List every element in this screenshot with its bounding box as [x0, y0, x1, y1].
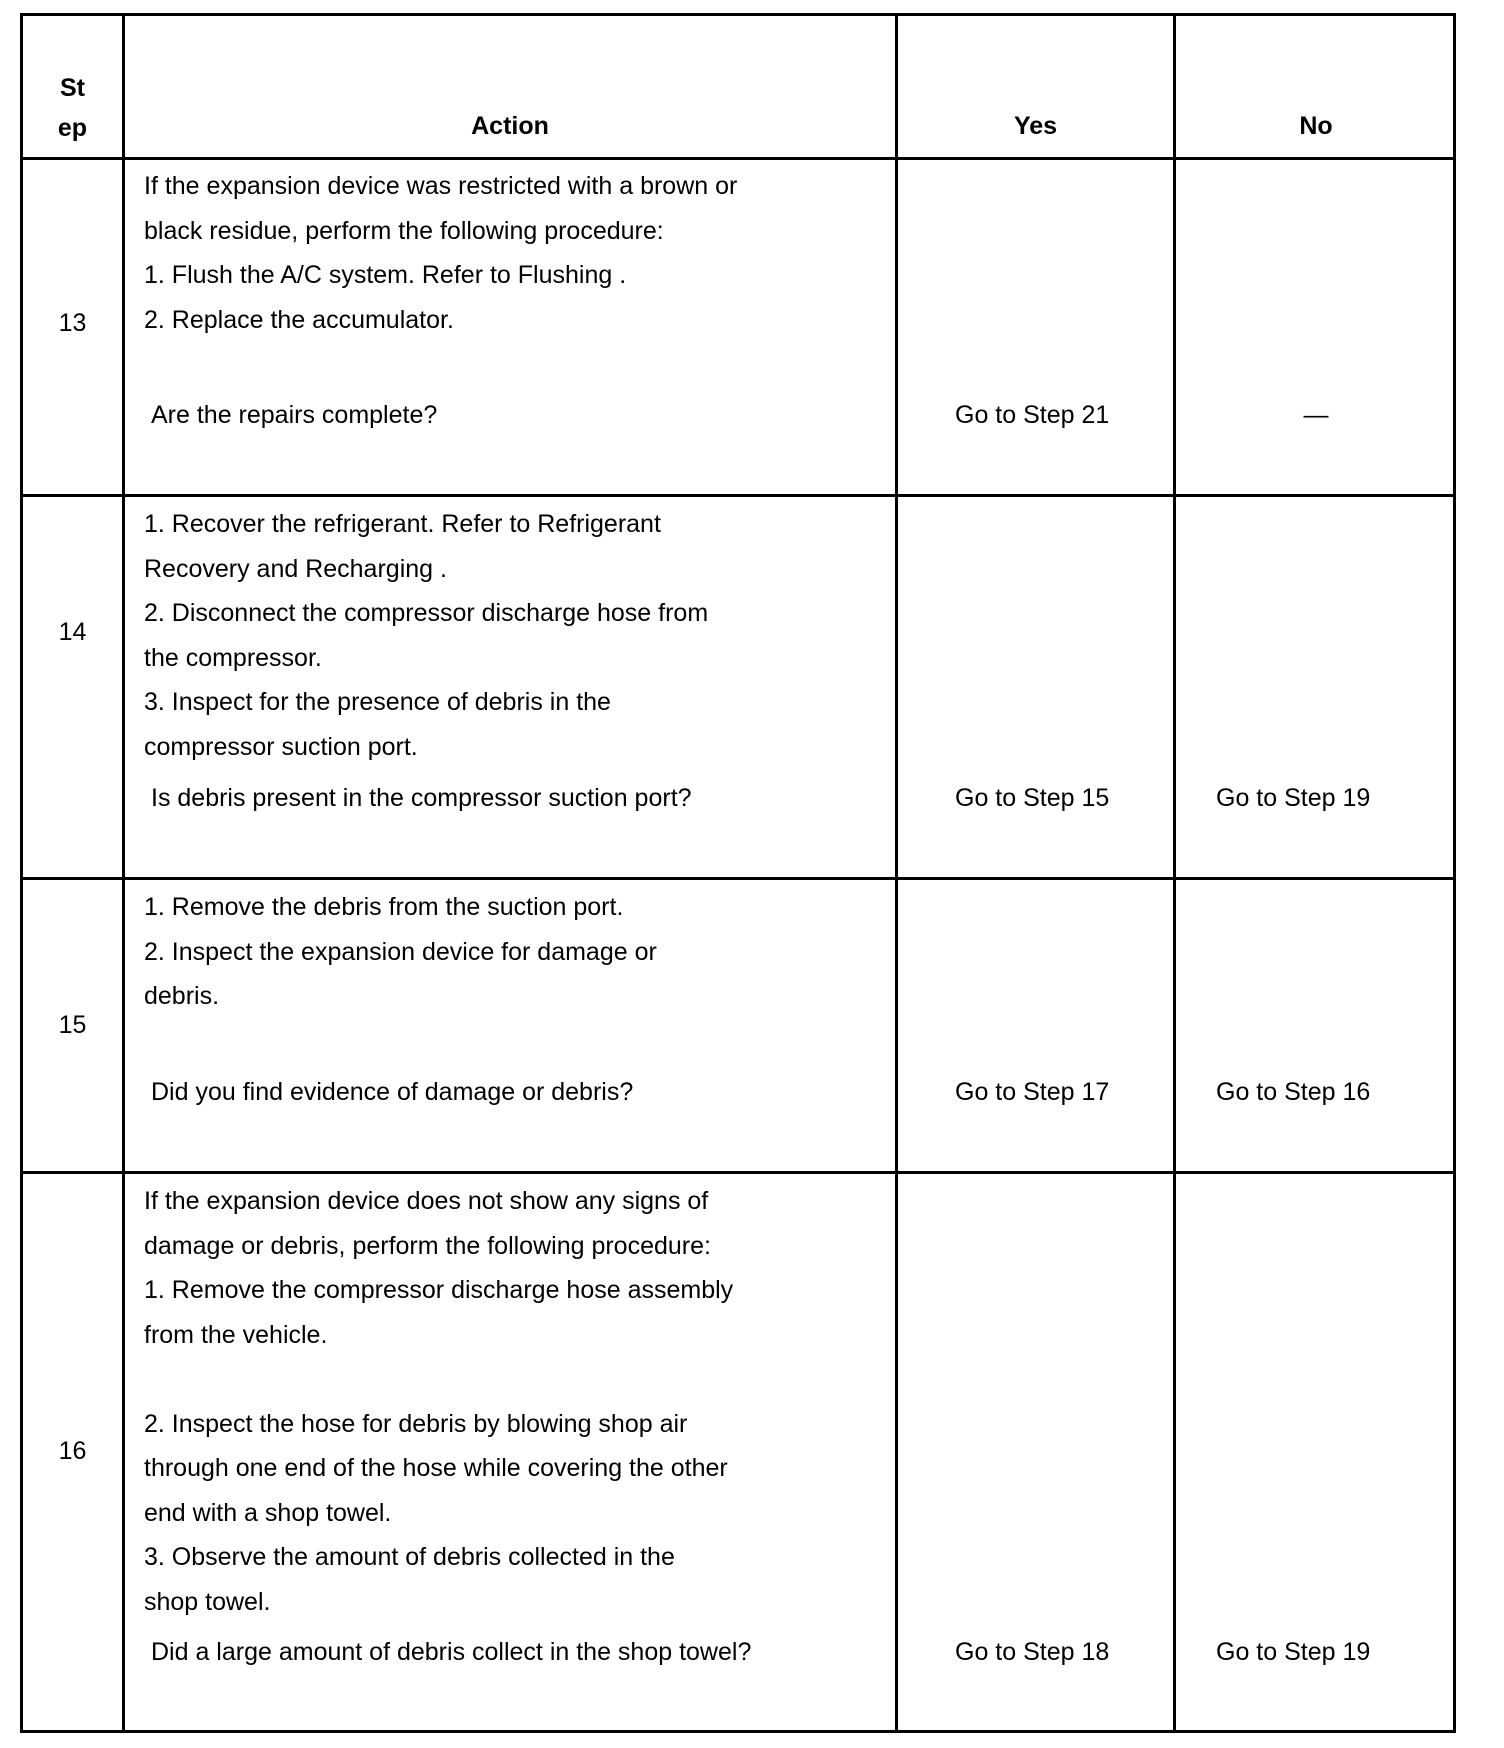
action-line: damage or debris, perform the following procedure:	[144, 1231, 711, 1260]
yes-result: Go to Step 21	[955, 401, 1110, 429]
row-divider	[23, 877, 1453, 880]
action-question: Did you find evidence of damage or debris?	[151, 1078, 634, 1106]
no-result: Go to Step 19	[1216, 1638, 1371, 1666]
action-line-blank	[144, 1357, 733, 1402]
header-yes: Yes	[1013, 112, 1058, 140]
header-step-line1: St	[60, 74, 85, 102]
col-divider	[1173, 16, 1176, 1730]
action-line: 2. Replace the accumulator.	[144, 305, 454, 334]
col-divider	[122, 16, 125, 1730]
action-line: the compressor.	[144, 643, 322, 672]
action-line: 3. Inspect for the presence of debris in the	[144, 688, 611, 716]
action-line: 1. Remove the compressor discharge hose assembly	[144, 1276, 734, 1304]
no-result: Go to Step 16	[1216, 1078, 1371, 1106]
action-line: 2. Inspect the hose for debris by blowing shop air	[144, 1409, 688, 1438]
row-divider	[23, 1171, 1453, 1174]
action-line: end with a shop towel.	[144, 1498, 392, 1527]
action-line: compressor suction port.	[144, 732, 418, 761]
step-number: 16	[58, 1437, 87, 1465]
action-question: Is debris present in the compressor suction port?	[151, 784, 692, 812]
no-result: Go to Step 19	[1216, 784, 1371, 812]
action-line: If the expansion device does not show any signs of	[144, 1187, 709, 1215]
step-number: 15	[58, 1011, 87, 1039]
header-no: No	[1299, 112, 1333, 140]
action-line: 2. Disconnect the compressor discharge hose from	[144, 599, 709, 627]
no-result: —	[1303, 401, 1329, 429]
yes-result: Go to Step 15	[955, 784, 1110, 812]
troubleshooting-table	[20, 13, 1456, 1733]
header-action: Action	[471, 112, 549, 140]
yes-result: Go to Step 17	[955, 1078, 1110, 1106]
action-text	[144, 1179, 733, 1624]
action-line: 3. Observe the amount of debris collected in the	[144, 1543, 675, 1571]
header-step-line2: ep	[57, 114, 88, 142]
step-number: 14	[58, 618, 87, 646]
action-line: shop towel.	[144, 1587, 271, 1616]
action-line: debris.	[144, 982, 220, 1010]
action-line: Recovery and Recharging .	[144, 554, 447, 583]
action-line: from the vehicle.	[144, 1320, 328, 1349]
action-line: If the expansion device was restricted with a brown or	[144, 172, 738, 200]
action-question: Are the repairs complete?	[151, 401, 438, 429]
col-divider	[895, 16, 898, 1730]
step-number: 13	[58, 309, 87, 337]
action-line: black residue, perform the following procedure:	[144, 216, 664, 245]
action-text	[144, 502, 708, 769]
action-line: 1. Flush the A/C system. Refer to Flushing .	[144, 261, 627, 289]
action-line: through one end of the hose while covering the other	[144, 1454, 728, 1482]
yes-result: Go to Step 18	[955, 1638, 1110, 1666]
row-divider	[23, 157, 1453, 160]
action-question: Did a large amount of debris collect in the shop towel?	[151, 1638, 752, 1666]
action-line: 1. Recover the refrigerant. Refer to Refrigerant	[144, 510, 661, 538]
action-line: 1. Remove the debris from the suction port.	[144, 893, 624, 921]
header-step	[23, 68, 122, 148]
row-divider	[23, 494, 1453, 497]
action-text	[144, 885, 657, 1019]
action-text	[144, 164, 737, 342]
action-line: 2. Inspect the expansion device for damage or	[144, 937, 657, 966]
